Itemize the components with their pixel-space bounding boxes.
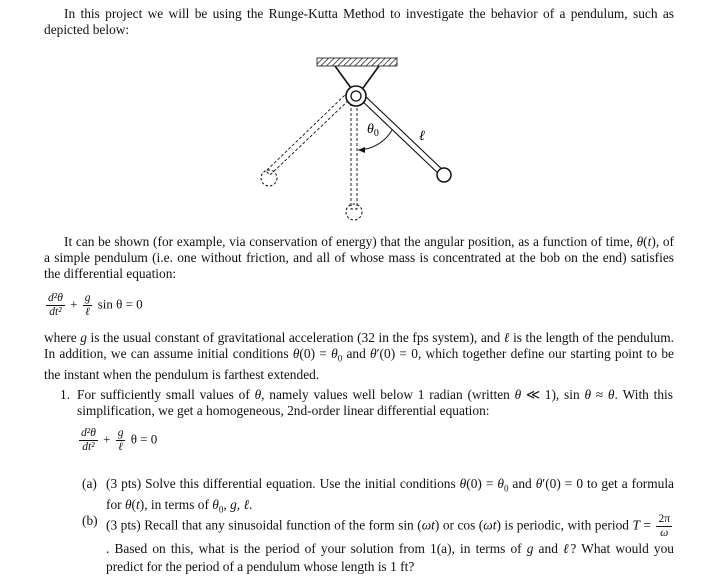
paragraph-energy: It can be shown (for example, via conservation of energy) that the angular position, as a function of time, θ(t), of a simple pendulum (i.e. one without friction, and all of whose mass is concentrated at the bob on the end) satisfies the differential equation:	[44, 234, 674, 281]
pendulum-figure	[255, 52, 465, 227]
equation-pendulum: $\frac{\text{d²θ}}{\text{dt²}}$ + $\frac{g}{\text{ℓ}}$ sin θ = 0	[48, 292, 143, 318]
support-left	[335, 66, 351, 88]
paragraph-where: where g is the usual constant of gravitational acceleration (32 in the fps system), and ℓ is the length of the pendulum. In addition, we can assume initial conditions $\theta(0) = \theta_0$ and θ′(0) = 0, which together define our starting point to be the instant when the pendulum is farthest extended.	[44, 330, 675, 382]
equation-linear: $\frac{\text{d²θ}}{\text{dt²}}$ + $\frac{g}{\text{ℓ}}$ θ = 0	[81, 427, 158, 453]
bob-left-dashed	[261, 170, 277, 186]
part-b-text: (3 pts) Recall that any sinusoidal function of the form sin (ωt) or cos (ωt) is periodic, with period T = $\frac{2\pi}{\omega}$ . Based on this, what is the period of your solution from 1(a), in terms of g and ℓ? What would you predict for the period of a pendulum whose length is 1 ft?	[106, 513, 674, 574]
left-rod-dashed	[266, 93, 351, 175]
para2-text-a: It can be shown (for example, via conservation of energy) that the angular position, as a function of time,	[64, 234, 637, 249]
item-1-number: 1.	[60, 387, 71, 402]
pivot-inner	[351, 91, 361, 101]
bob-rest-dashed	[346, 204, 362, 220]
support-right	[363, 66, 379, 88]
para2-text-b: , of a simple pendulum (i.e. one without friction, and all of whose mass is concentrated at the bob on the end) satisfies the differential equation:	[44, 234, 674, 281]
part-a-label: (a)	[82, 476, 97, 491]
item-1-text: For sufficiently small values of θ, namely values well below 1 radian (written θ ≪ 1), sin θ ≈ θ. With this simplification, we get a homogeneous, 2nd-order linear differential equation:	[77, 387, 673, 418]
part-a-text: (3 pts) Solve this differential equation. Use the initial conditions $\theta(0) = \theta_0$ and θ′(0) = 0 to get a formula for θ(t), in terms of $\theta_0$, g, ℓ.	[106, 476, 675, 515]
length-label: ℓ	[419, 129, 425, 144]
vertical-rod-dashed	[351, 104, 357, 209]
part-b-label: (b)	[82, 513, 98, 528]
angle-arrowhead	[358, 147, 365, 153]
bob	[437, 168, 451, 182]
ceiling-hatch	[317, 58, 397, 66]
theta-label: $\theta_0$	[367, 122, 379, 139]
intro-paragraph: In this project we will be using the Runge-Kutta Method to investigate the behavior of a pendulum, such as depicted below:	[44, 6, 674, 37]
